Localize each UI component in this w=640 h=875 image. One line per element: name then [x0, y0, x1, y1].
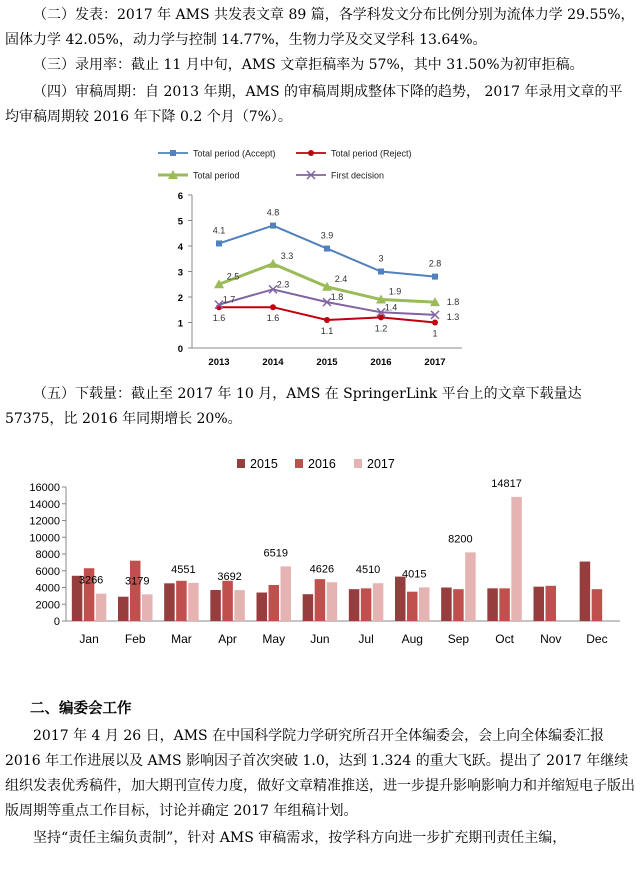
y-tick-label: 0: [177, 344, 183, 355]
data-label: 8200: [448, 533, 473, 546]
data-label: 3692: [217, 571, 242, 584]
bar: [130, 561, 141, 621]
data-label: 4510: [355, 564, 381, 577]
bar: [188, 583, 199, 621]
y-tick-label: 6000: [35, 565, 60, 578]
bar: [315, 579, 326, 621]
data-label: 1.6: [212, 313, 226, 324]
data-label: 3.9: [320, 230, 334, 241]
series-point: [308, 150, 314, 156]
x-tick-label: 2017: [424, 357, 446, 368]
x-tick-label: Nov: [540, 632, 562, 646]
y-tick-label: 0: [53, 616, 60, 628]
y-tick-label: 12000: [29, 515, 60, 528]
x-tick-label: May: [262, 632, 286, 646]
bar: [580, 562, 591, 621]
review-period-line-chart: [150, 140, 470, 372]
paragraph-downloads: （五）下载量：截止至 2017 年 10 月，AMS 在 SpringerLink 平台上的文章下载量达 57375，比 2016 年同期增长 20%。: [5, 386, 582, 427]
legend-label: 2017: [367, 457, 395, 471]
bar: [419, 587, 430, 621]
series-point: [270, 223, 276, 229]
bar: [349, 589, 360, 621]
x-tick-label: Feb: [124, 632, 146, 646]
legend-label: Total period (Reject): [331, 148, 412, 159]
bar: [222, 581, 233, 621]
y-tick-label: 1: [177, 318, 183, 330]
series-point: [268, 259, 278, 268]
data-label: 3.3: [280, 250, 294, 261]
y-tick-label: 16000: [29, 482, 60, 494]
bar: [592, 589, 603, 621]
x-tick-label: 2015: [316, 357, 338, 368]
bar: [210, 590, 221, 621]
legend-swatch: [295, 459, 303, 468]
paragraph-acceptance-rate: （三）录用率：截止 11 月中旬，AMS 文章拒稿率为 57%，其中 31.50%为初审拒稿。: [33, 57, 584, 73]
y-tick-label: 4: [177, 242, 183, 253]
bar: [303, 594, 314, 621]
section-heading: 二、编委会工作: [30, 701, 132, 717]
data-label: 2.3: [276, 279, 290, 290]
paragraph-review-period: （四）审稿周期：自 2013 年期，AMS 的审稿周期成整体下降的趋势， 2017 年录用文章的平均审稿周期较 2016 年下降 0.2 个月（7%）。: [5, 84, 623, 125]
data-label: 1.4: [384, 302, 398, 313]
bar: [511, 497, 522, 621]
data-label: 1: [432, 328, 438, 339]
bar: [546, 586, 557, 621]
data-label: 4.8: [266, 207, 280, 218]
bar: [395, 577, 406, 621]
bar: [234, 590, 245, 621]
legend-label: 2016: [308, 457, 336, 471]
series-point: [378, 269, 384, 275]
data-label: 4.1: [212, 225, 226, 236]
x-tick-label: Sep: [447, 632, 470, 646]
bar: [176, 581, 187, 621]
y-tick-label: 2: [177, 293, 183, 304]
data-label: 1.6: [266, 313, 280, 324]
bar: [327, 582, 338, 621]
legend-swatch: [354, 459, 362, 468]
series-point: [216, 240, 222, 246]
data-label: 3179: [125, 575, 150, 588]
series-point: [432, 274, 438, 280]
data-label: 1.2: [374, 323, 388, 334]
bar: [269, 585, 280, 621]
bar: [281, 566, 292, 621]
data-label: 2.4: [334, 273, 348, 284]
data-label: 1.9: [388, 286, 402, 297]
x-tick-label: Jun: [310, 632, 330, 646]
bar: [441, 588, 452, 622]
bar: [407, 592, 418, 621]
y-tick-label: 2000: [35, 599, 60, 612]
bar: [164, 583, 175, 621]
downloads-bar-chart: [0, 448, 640, 674]
series-point: [324, 246, 330, 252]
bar: [499, 588, 510, 621]
y-tick-label: 5: [177, 216, 183, 228]
data-label: 1.7: [222, 294, 236, 305]
bar: [118, 597, 129, 621]
y-tick-label: 14000: [29, 498, 60, 511]
bar: [142, 594, 153, 621]
x-tick-label: Aug: [401, 632, 423, 646]
bar: [96, 594, 107, 621]
y-tick-label: 4000: [35, 582, 60, 595]
legend-label: First decision: [331, 170, 385, 181]
y-tick-label: 6: [177, 191, 183, 202]
data-label: 1.8: [446, 297, 460, 308]
x-tick-label: 2014: [262, 357, 284, 368]
data-label: 4551: [171, 563, 196, 576]
y-tick-label: 8000: [35, 549, 60, 561]
bar: [373, 583, 384, 621]
x-tick-label: 2013: [208, 357, 230, 368]
bar: [257, 593, 268, 621]
data-label: 1.3: [446, 311, 460, 322]
legend-label: Total period (Accept): [193, 148, 276, 159]
data-label: 6519: [263, 547, 288, 560]
x-tick-label: Jan: [79, 632, 99, 646]
series-point: [432, 320, 438, 326]
bar: [465, 552, 476, 621]
paragraph-publication: （二）发表：2017 年 AMS 共发表文章 89 篇，各学科发文分布比例分别为流体力学 29.55%，固体力学 42.05%，动力学与控制 14.77%，生物力学及交叉学科 13.64%。: [5, 7, 635, 48]
y-tick-label: 3: [177, 267, 183, 279]
data-label: 1.8: [330, 292, 344, 303]
data-label: 3266: [78, 574, 104, 587]
series-point: [324, 317, 330, 323]
legend-label: Total period: [193, 170, 240, 181]
paragraph-editorial-meeting: 2017 年 4 月 26 日，AMS 在中国科学院力学研究所召开全体编委会，会上向全体编委汇报 2016 年工作进展以及 AMS 影响因子首次突破 1.0，达到 1.324 的重大飞跃。提出了 2017 年继续组织发表优秀稿件，加大期刊宣传力度，做好文章精准推送，进一步提升影响影响力和并缩短电子版出版周期等重点工作目标，讨论并确定 2017 年组稿计划。: [5, 728, 635, 819]
series-point: [270, 304, 276, 310]
data-label: 3: [378, 253, 384, 264]
legend-swatch: [237, 459, 245, 468]
legend-label: 2015: [250, 457, 278, 471]
x-tick-label: Jul: [358, 632, 374, 646]
data-label: 2.5: [226, 271, 240, 282]
paragraph-editor-system: 坚持“责任主编负责制”，针对 AMS 审稿需求，按学科方向进一步扩充期刊责任主编，: [33, 830, 567, 846]
data-label: 4626: [309, 563, 335, 576]
bar: [534, 587, 545, 621]
x-tick-label: Mar: [171, 632, 192, 646]
data-label: 2.8: [428, 258, 442, 269]
bar: [361, 588, 372, 621]
bar: [487, 588, 498, 621]
data-label: 14817: [491, 477, 522, 490]
x-tick-label: Apr: [218, 632, 237, 646]
data-label: 4015: [402, 568, 427, 581]
bar: [453, 589, 464, 621]
x-tick-label: Oct: [495, 632, 514, 646]
x-tick-label: Dec: [586, 632, 608, 646]
data-label: 1.1: [320, 325, 334, 336]
y-tick-label: 10000: [29, 532, 60, 545]
x-tick-label: 2016: [370, 357, 392, 368]
series-point: [170, 150, 176, 156]
